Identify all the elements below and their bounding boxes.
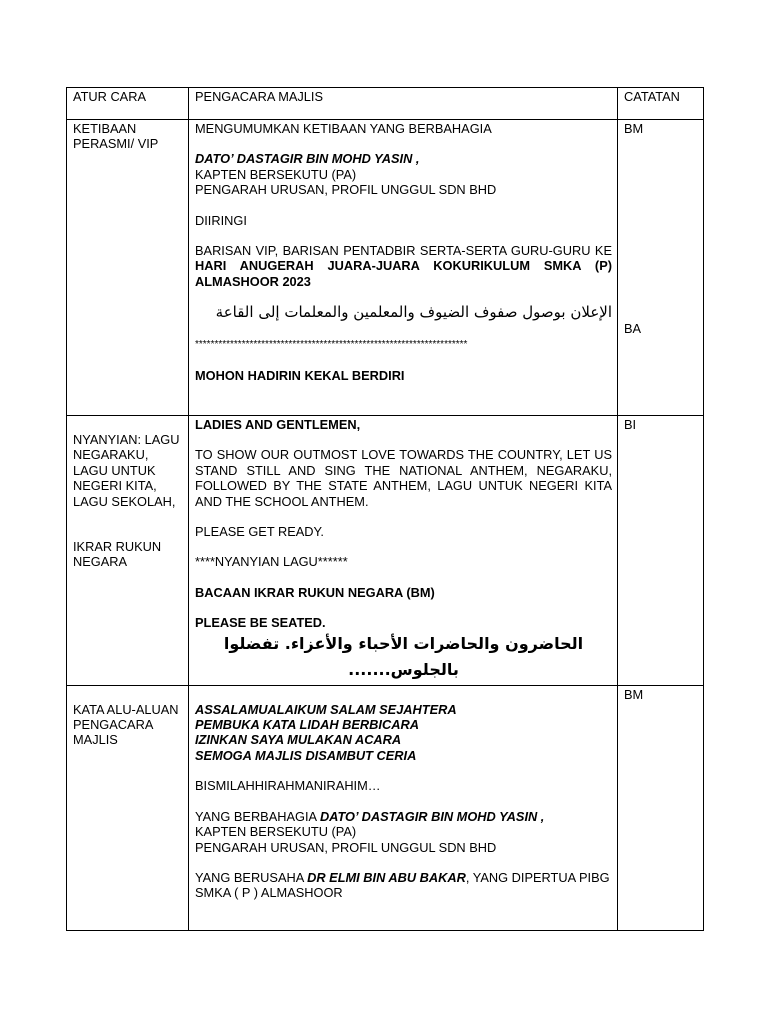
atur-cara-text: KATA ALU-ALUAN PENGACARA MAJLIS	[73, 701, 179, 748]
catatan-cell	[618, 120, 704, 416]
header-atur-cara: ATUR CARA	[67, 88, 189, 120]
separator-stars: **********************************************************************	[195, 339, 468, 351]
guest-name: DATO’ DASTAGIR BIN MOHD YASIN ,	[195, 151, 420, 167]
table-row	[67, 416, 704, 686]
script-paragraph	[195, 243, 612, 289]
script-line: BISMILAHHIRAHMANIRAHIM…	[195, 778, 381, 794]
language-note: BI	[624, 417, 637, 432]
table-header-row	[67, 88, 704, 120]
pantun-line: SEMOGA MAJLIS DISAMBUT CERIA	[195, 747, 417, 763]
script-line: ****NYANYIAN LAGU******	[195, 554, 348, 570]
script-line: PENGARAH URUSAN, PROFIL UNGGUL SDN BHD	[195, 182, 497, 198]
script-line	[195, 870, 612, 901]
script-line: DIIRINGI	[195, 212, 247, 228]
script-text: BARISAN VIP, BARISAN PENTADBIR SERTA-SERTA GURU-GURU KE	[195, 243, 612, 259]
script-line: BACAAN IKRAR RUKUN NEGARA (BM)	[195, 584, 435, 600]
arabic-seated: الحاضرون والحاضرات الأحباء والأعزاء. تفضلوا بالجلوس.......	[223, 633, 584, 679]
script-line	[195, 809, 612, 824]
pantun-line: PEMBUKA KATA LIDAH BERBICARA	[195, 717, 419, 733]
script-line: PLEASE BE SEATED.	[195, 615, 326, 631]
header-catatan: CATATAN	[618, 88, 704, 120]
script-line: MOHON HADIRIN KEKAL BERDIRI	[195, 367, 405, 383]
atur-cara-cell	[67, 120, 189, 416]
script-line: PLEASE GET READY.	[195, 524, 324, 540]
script-line: LADIES AND GENTLEMEN,	[195, 417, 361, 432]
script-text: , YANG DIPERTUA PIBG SMKA ( P ) ALMASHOOR	[195, 869, 610, 901]
table-row	[67, 120, 704, 416]
pengacara-cell	[189, 416, 618, 686]
arabic-announcement: الإعلان بوصول صفوف الضيوف والمعلمين والمعلمات إلى القاعة	[215, 303, 612, 322]
script-line: MENGUMUMKAN KETIBAAN YANG BERBAHAGIA	[195, 121, 492, 136]
pantun-line: ASSALAMUALAIKUM SALAM SEJAHTERA	[195, 701, 457, 717]
catatan-cell	[618, 416, 704, 686]
header-pengacara-majlis: PENGACARA MAJLIS	[189, 88, 618, 120]
language-note: BM	[624, 121, 644, 136]
script-line: PENGARAH URUSAN, PROFIL UNGGUL SDN BHD	[195, 839, 497, 855]
script-text: YANG BERBAHAGIA	[195, 808, 320, 824]
atur-cara-cell	[67, 685, 189, 930]
catatan-cell	[618, 685, 704, 930]
agenda-table	[66, 87, 704, 931]
guest-name: DR ELMI BIN ABU BAKAR	[307, 869, 466, 885]
atur-cara-text: IKRAR RUKUN NEGARA	[73, 539, 162, 570]
atur-cara-cell	[67, 416, 189, 686]
event-name: HARI ANUGERAH JUARA-JUARA KOKURIKULUM SMKA (P) ALMASHOOR 2023	[195, 258, 612, 289]
script-line: KAPTEN BERSEKUTU (PA)	[195, 166, 357, 182]
language-note: BM	[624, 686, 644, 702]
pengacara-cell	[189, 685, 618, 930]
pengacara-cell	[189, 120, 618, 416]
language-note: BA	[624, 321, 642, 337]
atur-cara-text: NYANYIAN: LAGU NEGARAKU, LAGU UNTUK NEGERI KITA, LAGU SEKOLAH,	[73, 432, 180, 509]
guest-name: DATO’ DASTAGIR BIN MOHD YASIN ,	[319, 808, 545, 824]
table-row	[67, 685, 704, 930]
script-paragraph: TO SHOW OUR OUTMOST LOVE TOWARDS THE COUNTRY, LET US STAND STILL AND SING THE NATIONAL ANTHEM, NEGARAKU, FOLLOWED BY THE STATE ANTHEM, LAGU UNTUK NEGERI KITA AND THE SCHOOL ANTHEM.	[195, 447, 612, 509]
atur-cara-text: KETIBAAN PERASMI/ VIP	[73, 121, 159, 152]
script-text: YANG BERUSAHA	[195, 869, 308, 885]
script-line: KAPTEN BERSEKUTU (PA)	[195, 824, 357, 840]
pantun-line: IZINKAN SAYA MULAKAN ACARA	[195, 732, 402, 748]
